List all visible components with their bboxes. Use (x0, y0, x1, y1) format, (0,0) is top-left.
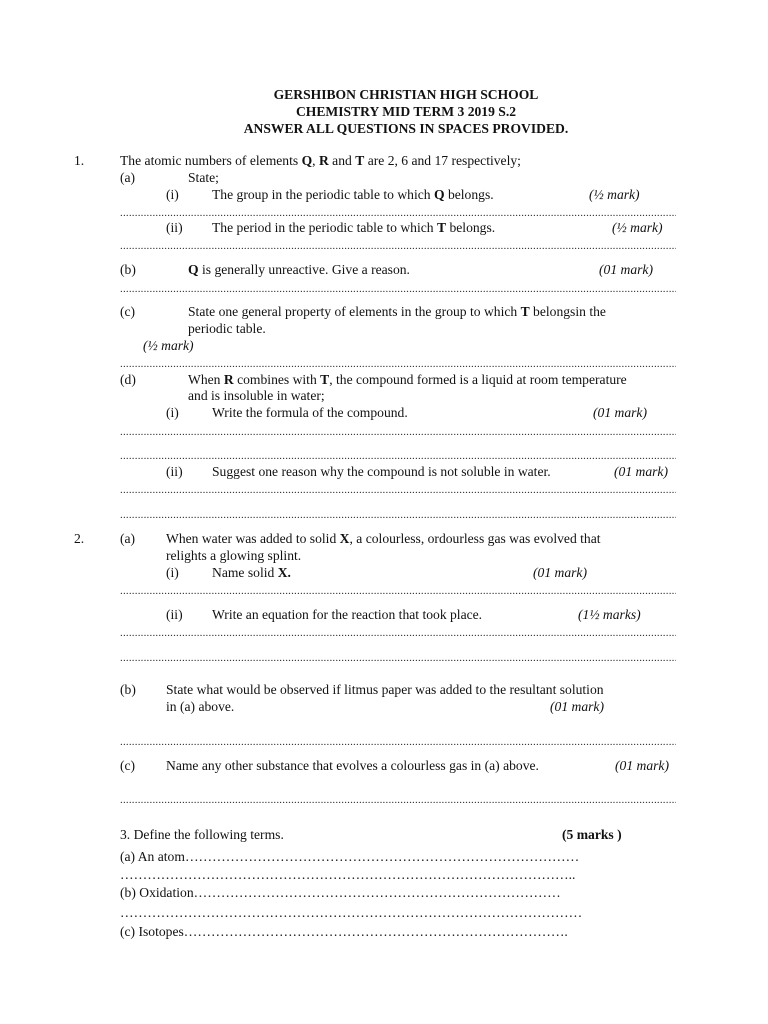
question-3-mark: (5 marks ) (562, 827, 622, 842)
q1a-label: (a) (120, 170, 136, 185)
q2a-text-line2: relights a glowing splint. (166, 548, 302, 563)
q2b-text-line2: in (a) above. (166, 699, 235, 714)
q3c-label: (c) Isotopes (120, 924, 184, 939)
q1d-ii-text: Suggest one reason why the compound is not soluble in water. (212, 464, 551, 479)
answer-line[interactable] (120, 207, 676, 219)
q1a-i-text: The group in the periodic table to which Q belongs. (212, 187, 494, 202)
q3a-line[interactable]: (a) An atom…………………………………………………………………………… (120, 849, 580, 864)
q2b-label: (b) (120, 682, 136, 697)
school-name: GERSHIBON CHRISTIAN HIGH SCHOOL (273, 87, 539, 102)
q1d-i-label: (i) (166, 405, 179, 420)
q2c-label: (c) (120, 758, 136, 773)
q2a-label: (a) (120, 531, 136, 546)
answer-line[interactable] (120, 585, 676, 597)
answer-line[interactable]: ………………………………………………………………………………………… (120, 905, 583, 920)
q1b-text: Q is generally unreactive. Give a reason. (188, 262, 410, 277)
q2c-text: Name any other substance that evolves a colourless gas in (a) above. (166, 758, 539, 773)
answer-line[interactable] (120, 652, 676, 664)
q1a-ii-text: The period in the periodic table to which T belongs. (212, 220, 496, 235)
answer-line[interactable] (120, 240, 676, 252)
q1d-ii-mark: (01 mark) (614, 464, 668, 479)
answer-line[interactable] (120, 450, 676, 462)
answer-line[interactable] (120, 484, 676, 496)
question-2-number: 2. (74, 531, 85, 546)
q2a-i-mark: (01 mark) (533, 565, 587, 580)
question-1-stem: The atomic numbers of elements Q, R and T are 2, 6 and 17 respectively; (120, 153, 521, 168)
q1c-mark: (½ mark) (143, 338, 194, 353)
answer-line[interactable] (120, 283, 676, 295)
q2a-i-label: (i) (166, 565, 179, 580)
q1c-label: (c) (120, 304, 136, 319)
q3a-label: (a) An atom (120, 849, 185, 864)
answer-line[interactable] (120, 627, 676, 639)
answer-line[interactable] (120, 794, 676, 806)
q1a-ii-label: (ii) (166, 220, 183, 235)
question-1-number: 1. (74, 153, 85, 168)
q1a-i-mark: (½ mark) (589, 187, 640, 202)
q2a-ii-text: Write an equation for the reaction that took place. (212, 607, 483, 622)
exam-instruction: ANSWER ALL QUESTIONS IN SPACES PROVIDED. (243, 121, 569, 136)
q1c-text: State one general property of elements in the group to which T belongsin the (188, 304, 606, 319)
q2a-ii-mark: (1½ marks) (578, 607, 641, 622)
q1a-text: State; (188, 170, 219, 185)
q2b-mark: (01 mark) (550, 699, 604, 714)
q2a-ii-label: (ii) (166, 607, 183, 622)
answer-line[interactable] (120, 736, 676, 748)
q1c-text-line2: periodic table. (188, 321, 266, 336)
exam-title: CHEMISTRY MID TERM 3 2019 S.2 (295, 104, 517, 119)
q1b-mark: (01 mark) (599, 262, 653, 277)
question-3-title: 3. Define the following terms. (120, 827, 284, 842)
answer-line[interactable] (120, 509, 676, 521)
q1b-label: (b) (120, 262, 136, 277)
answer-line[interactable] (120, 426, 676, 438)
q3b-line[interactable]: (b) Oxidation……………………………………………………………………… (120, 885, 561, 900)
q2a-i-text: Name solid X. (212, 565, 291, 580)
q1a-i-label: (i) (166, 187, 179, 202)
q1d-ii-label: (ii) (166, 464, 183, 479)
q2b-text: State what would be observed if litmus paper was added to the resultant solution (166, 682, 604, 697)
q1d-label: (d) (120, 372, 136, 387)
q3c-line[interactable]: (c) Isotopes…………………………………………………………………………. (120, 924, 568, 939)
q1d-text-line2: and is insoluble in water; (188, 388, 325, 403)
answer-line[interactable] (120, 358, 676, 370)
answer-line[interactable]: ……………………………………………………………………………………….. (120, 867, 576, 882)
q1a-ii-mark: (½ mark) (612, 220, 663, 235)
q1d-i-mark: (01 mark) (593, 405, 647, 420)
q1d-text: When R combines with T, the compound formed is a liquid at room temperature (188, 372, 627, 387)
q2c-mark: (01 mark) (615, 758, 669, 773)
q1d-i-text: Write the formula of the compound. (212, 405, 408, 420)
q2a-text: When water was added to solid X, a colourless, ordourless gas was evolved that (166, 531, 601, 546)
q3b-label: (b) Oxidation (120, 885, 194, 900)
